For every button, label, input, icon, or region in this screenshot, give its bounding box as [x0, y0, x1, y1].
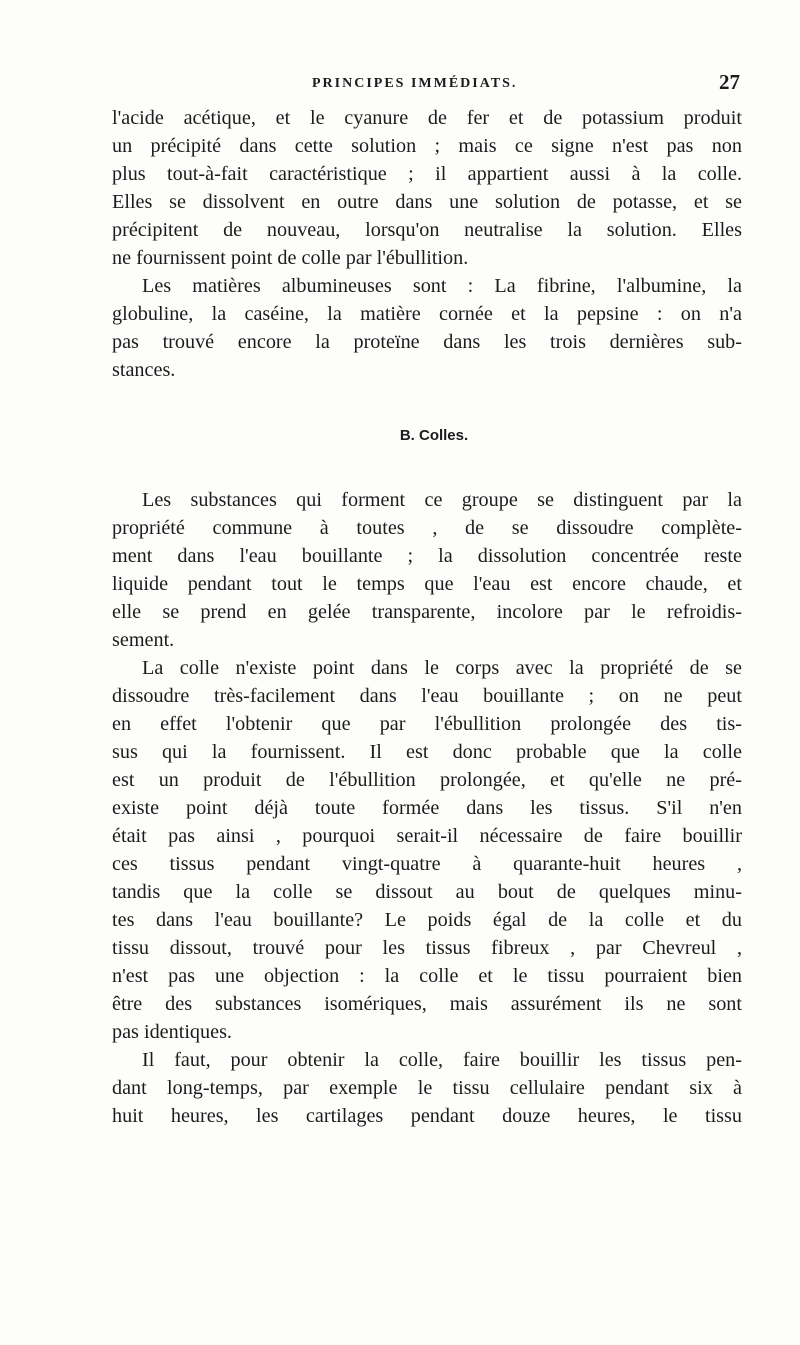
- text-line: être des substances isomériques, mais assurément ils ne sont: [112, 993, 742, 1015]
- text-line: l'acide acétique, et le cyanure de fer et de potassium produit: [112, 107, 742, 129]
- text-line: ne fournissent point de colle par l'ébullition.: [112, 247, 469, 269]
- text-line: propriété commune à toutes , de se dissoudre complète-: [112, 517, 742, 539]
- text-line: tissu dissout, trouvé pour les tissus fibreux , par Chevreul ,: [112, 937, 742, 959]
- body-text: [112, 104, 742, 1130]
- section-heading: B. Colles.: [399, 427, 469, 444]
- text-line: était pas ainsi , pourquoi serait-il nécessaire de faire bouillir: [112, 825, 742, 847]
- running-head: [112, 70, 740, 100]
- text-line: pas identiques.: [112, 1021, 232, 1043]
- text-line: stances.: [112, 359, 176, 381]
- text-line: Les substances qui forment ce groupe se distinguent par la: [142, 489, 742, 511]
- text-line: est un produit de l'ébullition prolongée, et qu'elle ne pré-: [112, 769, 742, 791]
- text-line: plus tout-à-fait caractéristique ; il appartient aussi à la colle.: [112, 163, 742, 185]
- paragraph: [112, 654, 742, 1046]
- text-line: globuline, la caséine, la matière cornée et la pepsine : on n'a: [112, 303, 742, 325]
- text-line: dant long-temps, par exemple le tissu cellulaire pendant six à: [112, 1077, 742, 1099]
- paragraph: [112, 104, 742, 272]
- paragraphs-after-heading: [112, 486, 742, 1130]
- text-line: Il faut, pour obtenir la colle, faire bouillir les tissus pen-: [142, 1049, 742, 1071]
- text-line: elle se prend en gelée transparente, incolore par le refroidis-: [112, 601, 742, 623]
- text-line: pas trouvé encore la proteïne dans les trois dernières sub-: [112, 331, 742, 353]
- text-line: sus qui la fournissent. Il est donc probable que la colle: [112, 741, 742, 763]
- text-line: huit heures, les cartilages pendant douze heures, le tissu: [112, 1105, 742, 1127]
- text-line: dissoudre très-facilement dans l'eau bouillante ; on ne peut: [112, 685, 742, 707]
- page-number: 27: [719, 70, 740, 94]
- paragraph: [112, 1046, 742, 1130]
- running-title: PRINCIPES IMMÉDIATS.: [312, 76, 518, 91]
- text-line: ces tissus pendant vingt-quatre à quarante-huit heures ,: [112, 853, 742, 875]
- text-line: La colle n'existe point dans le corps avec la propriété de se: [142, 657, 742, 679]
- paragraphs-before-heading: [112, 104, 742, 384]
- text-line: sement.: [112, 629, 175, 651]
- text-line: Les matières albumineuses sont : La fibrine, l'albumine, la: [142, 275, 742, 297]
- text-line: n'est pas une objection : la colle et le tissu pourraient bien: [112, 965, 742, 987]
- text-line: précipitent de nouveau, lorsqu'on neutralise la solution. Elles: [112, 219, 742, 241]
- text-line: tandis que la colle se dissout au bout de quelques minu-: [112, 881, 742, 903]
- text-line: un précipité dans cette solution ; mais ce signe n'est pas non: [112, 135, 742, 157]
- text-line: Elles se dissolvent en outre dans une solution de potasse, et se: [112, 191, 742, 213]
- paragraph: [112, 486, 742, 654]
- text-line: ment dans l'eau bouillante ; la dissolution concentrée reste: [112, 545, 742, 567]
- text-line: liquide pendant tout le temps que l'eau est encore chaude, et: [112, 573, 742, 595]
- text-line: existe point déjà toute formée dans les tissus. S'il n'en: [112, 797, 742, 819]
- text-line: en effet l'obtenir que par l'ébullition prolongée des tis-: [112, 713, 742, 735]
- paragraph: [112, 272, 742, 384]
- text-line: tes dans l'eau bouillante? Le poids égal de la colle et du: [112, 909, 742, 931]
